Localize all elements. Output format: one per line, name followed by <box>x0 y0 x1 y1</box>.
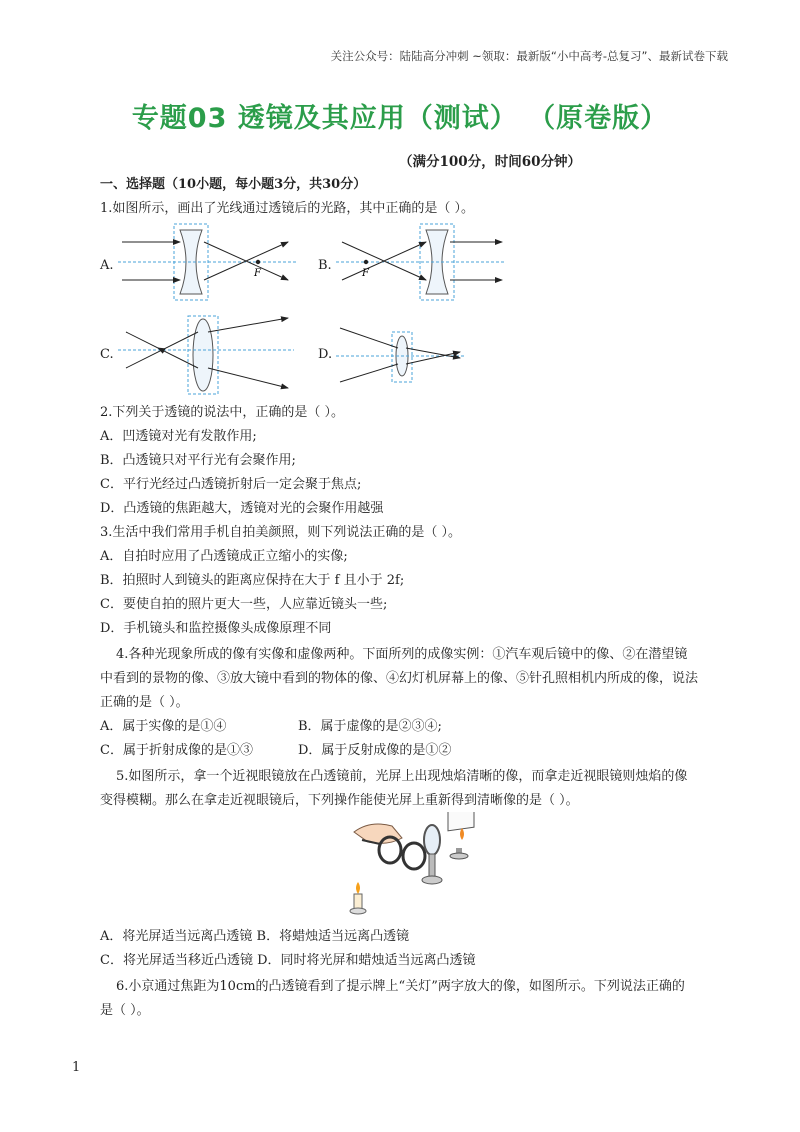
q4-stem-line-1: 4.各种光现象所成的像有实像和虚像两种。下面所列的成像实例：①汽车观后镜中的像、②在潜望镜 <box>116 647 688 662</box>
focus-label: F <box>254 268 261 279</box>
candle-base <box>350 908 366 914</box>
q1-figure-a <box>118 222 298 306</box>
q1-stem: 1.如图所示，画出了光线通过透镜后的光路，其中正确的是（ ）。 <box>100 201 475 216</box>
q4-option-d: D．属于反射成像的是①② <box>298 743 452 758</box>
q5-stem-line-2: 变得模糊。那么在拿走近视眼镜后，下列操作能使光屏上重新得到清晰像的是（ ）。 <box>100 793 579 808</box>
q5-experiment-figure <box>340 812 490 922</box>
q4-stem-line-2: 中看到的景物的像、③放大镜中看到的物体的像、④幻灯机屏幕上的像、⑤针孔照相机内所成的像，说法 <box>100 671 699 686</box>
glasses-right-lens <box>403 843 425 869</box>
q4-option-c: C．属于折射成像的是①③ <box>100 743 253 758</box>
q6-stem-line-1: 6.小京通过焦距为10cm的凸透镜看到了提示牌上“关灯”两字放大的像，如图所示。下列说法正确的 <box>116 979 685 994</box>
ray-in-bottom <box>340 364 398 382</box>
ray-out-bottom <box>208 368 288 388</box>
q2-option-a: A．凹透镜对光有发散作用; <box>100 429 257 444</box>
q1-figure-b <box>336 222 506 306</box>
q4-option-b: B．属于虚像的是②③④; <box>298 719 442 734</box>
q4-option-a: A．属于实像的是①④ <box>100 719 227 734</box>
convex-lens-icon <box>424 825 440 855</box>
focus-label: F <box>362 268 369 279</box>
ray-out-bottom <box>406 352 460 364</box>
q3-option-d: D．手机镜头和监控摄像头成像原理不同 <box>100 621 332 636</box>
screen-base <box>450 853 468 859</box>
q1-label-c: C. <box>100 347 114 362</box>
q2-option-d: D．凸透镜的焦距越大，透镜对光的会聚作用越强 <box>100 501 384 516</box>
page-number: 1 <box>72 1060 81 1075</box>
lens-stand <box>429 854 435 878</box>
page-title: 专题03 透镜及其应用（测试） （原卷版） <box>131 103 669 134</box>
q1-figure-d <box>336 318 472 388</box>
focus-point <box>256 260 260 264</box>
page-subtitle: （满分100分，时间60分钟） <box>399 154 581 170</box>
q2-option-b: B．凸透镜只对平行光有会聚作用; <box>100 453 296 468</box>
q1-figure-c <box>118 310 298 396</box>
q1-label-d: D. <box>318 347 333 362</box>
q2-option-c: C．平行光经过凸透镜折射后一定会聚于焦点; <box>100 477 362 492</box>
header-note: 关注公众号：陆陆高分冲刺 ~领取：最新版“小中高考-总复习”、最新试卷下载 <box>330 49 728 63</box>
q3-stem: 3.生活中我们常用手机自拍美颜照，则下列说法正确的是（ ）。 <box>100 525 462 540</box>
q4-stem-line-3: 正确的是（ ）。 <box>100 695 189 710</box>
screen-icon <box>448 812 474 831</box>
ray-out-top <box>208 318 288 332</box>
q5-option-ab: A．将光屏适当远离凸透镜 B．将蜡烛适当远离凸透镜 <box>100 929 410 944</box>
convex-lens <box>193 319 213 391</box>
lens-base <box>422 876 442 884</box>
q1-label-a: A. <box>100 258 114 273</box>
q3-option-a: A．自拍时应用了凸透镜成正立缩小的实像; <box>100 549 348 564</box>
q6-stem-line-2: 是（ ）。 <box>100 1003 150 1018</box>
flame-image-icon <box>460 828 464 840</box>
section-heading: 一、选择题（10小题，每小题3分，共30分） <box>100 177 367 192</box>
q2-stem: 2.下列关于透镜的说法中，正确的是（ ）。 <box>100 405 345 420</box>
focus-point <box>364 260 368 264</box>
q5-option-cd: C．将光屏适当移近凸透镜 D．同时将光屏和蜡烛适当远离凸透镜 <box>100 953 476 968</box>
q1-label-b: B. <box>318 258 332 273</box>
hand-icon <box>354 824 402 843</box>
ray-in-top <box>340 328 398 348</box>
q3-option-c: C．要使自拍的照片更大一些，人应靠近镜头一些; <box>100 597 388 612</box>
q3-option-b: B．拍照时人到镜头的距离应保持在大于 f 且小于 2f; <box>100 573 405 588</box>
candle-flame-icon <box>356 882 360 894</box>
q5-stem-line-1: 5.如图所示，拿一个近视眼镜放在凸透镜前，光屏上出现烛焰清晰的像，而拿走近视眼镜则烛焰的像 <box>116 769 688 784</box>
